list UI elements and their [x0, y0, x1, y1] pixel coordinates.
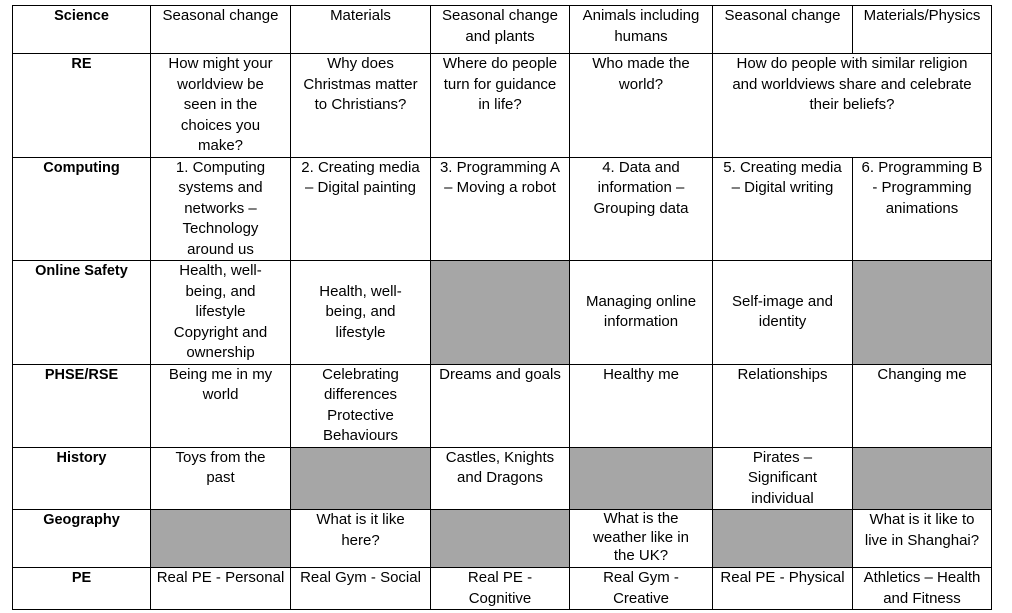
cell-pe-4: Real Gym - Creative: [570, 568, 713, 610]
row-geography: [13, 510, 992, 568]
subject-online-safety: Online Safety: [13, 261, 151, 365]
cell-science-5: Seasonal change: [713, 6, 853, 54]
cell-pe-1: Real PE - Personal: [151, 568, 291, 610]
row-phse-rse: [13, 364, 992, 447]
cell-computing-1: 1. Computing systems and networks – Technology around us: [151, 157, 291, 261]
empty-cell: [853, 261, 992, 365]
cell-pe-5: Real PE - Physical: [713, 568, 853, 610]
subject-pe: PE: [13, 568, 151, 610]
subject-geography: Geography: [13, 510, 151, 568]
cell-history-5: Pirates – Significant individual: [713, 447, 853, 510]
empty-cell: [853, 447, 992, 510]
cell-science-1: Seasonal change: [151, 6, 291, 54]
cell-geography-4: What is the weather like in the UK?: [570, 510, 713, 568]
subject-phse-rse: PHSE/RSE: [13, 364, 151, 447]
subject-history: History: [13, 447, 151, 510]
cell-phse-5: Relationships: [713, 364, 853, 447]
cell-re-5: How do people with similar religion and worldviews share and celebrate their beliefs?: [713, 54, 992, 158]
row-online-safety: [13, 261, 992, 365]
cell-phse-4: Healthy me: [570, 364, 713, 447]
subject-re: RE: [13, 54, 151, 158]
cell-science-4: Animals including humans: [570, 6, 713, 54]
cell-phse-2: Celebrating differences Protective Behaviours: [291, 364, 431, 447]
empty-cell: [713, 510, 853, 568]
empty-cell: [431, 510, 570, 568]
curriculum-table: [12, 5, 992, 610]
cell-science-2: Materials: [291, 6, 431, 54]
cell-online-safety-1: Health, well- being, and lifestyle Copyright and ownership: [151, 261, 291, 365]
cell-pe-3: Real PE - Cognitive: [431, 568, 570, 610]
empty-cell: [431, 261, 570, 365]
empty-cell: [291, 447, 431, 510]
cell-phse-1: Being me in my world: [151, 364, 291, 447]
cell-geography-6: What is it like to live in Shanghai?: [853, 510, 992, 568]
row-computing: [13, 157, 992, 261]
cell-pe-2: Real Gym - Social: [291, 568, 431, 610]
cell-online-safety-2: Health, well- being, and lifestyle: [291, 261, 431, 365]
cell-re-1: How might your worldview be seen in the choices you make?: [151, 54, 291, 158]
cell-re-3: Where do people turn for guidance in life?: [431, 54, 570, 158]
cell-phse-6: Changing me: [853, 364, 992, 447]
cell-online-safety-4: Managing online information: [570, 261, 713, 365]
cell-computing-3: 3. Programming A – Moving a robot: [431, 157, 570, 261]
cell-computing-6: 6. Programming B - Programming animations: [853, 157, 992, 261]
cell-phse-3: Dreams and goals: [431, 364, 570, 447]
cell-computing-4: 4. Data and information – Grouping data: [570, 157, 713, 261]
cell-geography-2: What is it like here?: [291, 510, 431, 568]
cell-science-6: Materials/Physics: [853, 6, 992, 54]
empty-cell: [151, 510, 291, 568]
row-science: [13, 6, 992, 54]
row-pe: [13, 568, 992, 610]
empty-cell: [570, 447, 713, 510]
subject-science: Science: [13, 6, 151, 54]
row-history: [13, 447, 992, 510]
cell-pe-6: Athletics – Health and Fitness: [853, 568, 992, 610]
cell-history-3: Castles, Knights and Dragons: [431, 447, 570, 510]
cell-re-4: Who made the world?: [570, 54, 713, 158]
subject-computing: Computing: [13, 157, 151, 261]
row-re: [13, 54, 992, 158]
cell-online-safety-5: Self-image and identity: [713, 261, 853, 365]
cell-re-2: Why does Christmas matter to Christians?: [291, 54, 431, 158]
cell-science-3: Seasonal change and plants: [431, 6, 570, 54]
cell-computing-5: 5. Creating media – Digital writing: [713, 157, 853, 261]
cell-history-1: Toys from the past: [151, 447, 291, 510]
cell-computing-2: 2. Creating media – Digital painting: [291, 157, 431, 261]
